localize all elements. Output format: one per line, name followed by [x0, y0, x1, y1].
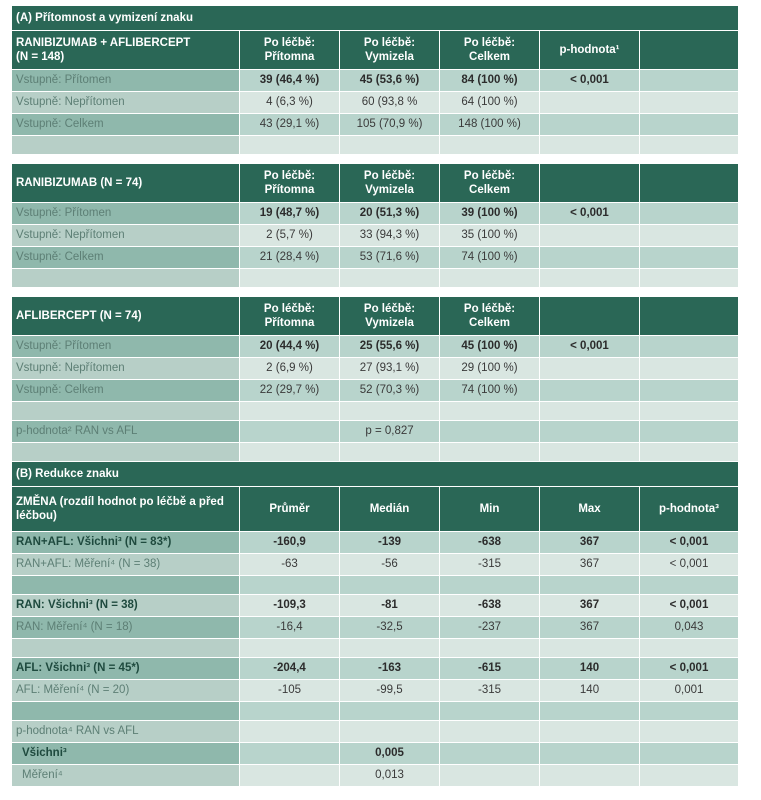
results-table-container [11, 5, 738, 787]
pvalue-row [12, 765, 739, 787]
row-label: Vstupně: Celkem [12, 114, 240, 136]
cell [640, 721, 739, 743]
cell [640, 70, 739, 92]
row-label: RAN: Všichni³ (N = 38) [12, 595, 240, 617]
cell: -16,4 [240, 617, 340, 639]
row-label: RAN: Měření⁴ (N = 18) [12, 617, 240, 639]
cell [540, 92, 640, 114]
cell: -32,5 [340, 617, 440, 639]
results-table [11, 5, 739, 787]
group-label: RANIBIZUMAB (N = 74) [12, 164, 240, 203]
cell [440, 743, 540, 765]
cell: -638 [440, 595, 540, 617]
col-header-resolved: Po léčbě: Vymizela [340, 164, 440, 203]
col-header-present: Po léčbě: Přítomna [240, 164, 340, 203]
row-label: Vstupně: Nepřítomen [12, 225, 240, 247]
col-header-pvalue [540, 297, 640, 336]
table-row [12, 247, 739, 269]
col-header-total: Po léčbě: Celkem [440, 297, 540, 336]
table-row [12, 595, 739, 617]
cell [640, 421, 739, 443]
spacer-row [12, 576, 739, 595]
cell: 39 (46,4 %) [240, 70, 340, 92]
change-header-label: ZMĚNA (rozdíl hodnot po léčbě a před léčbou) [12, 487, 240, 532]
cell: -204,4 [240, 658, 340, 680]
cell: < 0,001 [540, 70, 640, 92]
cell [540, 421, 640, 443]
row-label: AFL: Měření⁴ (N = 20) [12, 680, 240, 702]
cell [240, 721, 340, 743]
pvalue-value: 0,013 [340, 765, 440, 787]
cell: -638 [440, 532, 540, 554]
col-header-resolved: Po léčbě: Vymizela [340, 31, 440, 70]
cell: 53 (71,6 %) [340, 247, 440, 269]
cell [240, 743, 340, 765]
cell: 140 [540, 658, 640, 680]
cell: 140 [540, 680, 640, 702]
cell [540, 247, 640, 269]
cell: 84 (100 %) [440, 70, 540, 92]
col-header-resolved: Po léčbě: Vymizela [340, 297, 440, 336]
cell: -160,9 [240, 532, 340, 554]
cell [340, 721, 440, 743]
table-row [12, 617, 739, 639]
col-header-pvalue: p-hodnota³ [640, 487, 739, 532]
group-header-row [12, 31, 739, 70]
row-label: Vstupně: Celkem [12, 380, 240, 402]
col-header-median: Medián [340, 487, 440, 532]
table-row [12, 70, 739, 92]
table-row [12, 114, 739, 136]
cell: 367 [540, 595, 640, 617]
cell: 39 (100 %) [440, 203, 540, 225]
cell [640, 92, 739, 114]
table-row [12, 532, 739, 554]
cell [640, 225, 739, 247]
cell: < 0,001 [640, 658, 739, 680]
col-header-pvalue [540, 164, 640, 203]
row-label: RAN+AFL: Všichni³ (N = 83*) [12, 532, 240, 554]
cell: 52 (70,3 %) [340, 380, 440, 402]
spacer-row [12, 136, 739, 155]
spacer-row [12, 269, 739, 288]
cell: 20 (44,4 %) [240, 336, 340, 358]
cell: 60 (93,8 % [340, 92, 440, 114]
spacer-row [12, 639, 739, 658]
table-row [12, 380, 739, 402]
cell [540, 743, 640, 765]
cell: 74 (100 %) [440, 380, 540, 402]
cell: 2 (6,9 %) [240, 358, 340, 380]
cell [640, 380, 739, 402]
col-header-empty [640, 31, 739, 70]
cell [440, 721, 540, 743]
cell: 64 (100 %) [440, 92, 540, 114]
cell: 45 (100 %) [440, 336, 540, 358]
table-row [12, 203, 739, 225]
cell [540, 358, 640, 380]
group-label: RANIBIZUMAB + AFLIBERCEPT (N = 148) [12, 31, 240, 70]
cell [540, 765, 640, 787]
cell: -56 [340, 554, 440, 576]
cell: < 0,001 [540, 336, 640, 358]
group-header-row [12, 297, 739, 336]
table-row [12, 358, 739, 380]
cell [640, 358, 739, 380]
pvalue-value: 0,005 [340, 743, 440, 765]
cell: 45 (53,6 %) [340, 70, 440, 92]
row-label: Vstupně: Přítomen [12, 336, 240, 358]
section-a-title: (A) Přítomnost a vymizení znaku [12, 6, 739, 31]
cell: 367 [540, 532, 640, 554]
cell [540, 380, 640, 402]
col-header-min: Min [440, 487, 540, 532]
row-label: RAN+AFL: Měření⁴ (N = 38) [12, 554, 240, 576]
section-b-header-row [12, 487, 739, 532]
col-header-total: Po léčbě: Celkem [440, 164, 540, 203]
cell [540, 114, 640, 136]
cell: -139 [340, 532, 440, 554]
cell [540, 225, 640, 247]
cell: 105 (70,9 %) [340, 114, 440, 136]
col-header-present: Po léčbě: Přítomna [240, 31, 340, 70]
cell: -109,3 [240, 595, 340, 617]
spacer-row [12, 702, 739, 721]
cell: < 0,001 [640, 532, 739, 554]
cell: 21 (28,4 %) [240, 247, 340, 269]
group-label: AFLIBERCEPT (N = 74) [12, 297, 240, 336]
col-header-present: Po léčbě: Přítomna [240, 297, 340, 336]
row-label: Vstupně: Nepřítomen [12, 358, 240, 380]
cell [240, 765, 340, 787]
spacer-row [12, 443, 739, 462]
cell: 4 (6,3 %) [240, 92, 340, 114]
row-label: Vstupně: Přítomen [12, 70, 240, 92]
cell [640, 765, 739, 787]
group-header-row [12, 164, 739, 203]
cell: 35 (100 %) [440, 225, 540, 247]
col-header-max: Max [540, 487, 640, 532]
cell: 74 (100 %) [440, 247, 540, 269]
cell: -163 [340, 658, 440, 680]
cell [640, 743, 739, 765]
cell: 19 (48,7 %) [240, 203, 340, 225]
cell [640, 336, 739, 358]
cell: 22 (29,7 %) [240, 380, 340, 402]
cell [640, 203, 739, 225]
cell: 20 (51,3 %) [340, 203, 440, 225]
cell: < 0,001 [540, 203, 640, 225]
cell: 367 [540, 617, 640, 639]
pvalue-label: Všichni³ [12, 743, 240, 765]
col-header-empty [640, 164, 739, 203]
cell: -237 [440, 617, 540, 639]
section-b-title: (B) Redukce znaku [12, 462, 739, 487]
cell: 43 (29,1 %) [240, 114, 340, 136]
row-label: AFL: Všichni³ (N = 45*) [12, 658, 240, 680]
col-header-pvalue: p-hodnota¹ [540, 31, 640, 70]
pvalue-row [12, 743, 739, 765]
table-row [12, 680, 739, 702]
table-row [12, 554, 739, 576]
col-header-empty [640, 297, 739, 336]
cell: -615 [440, 658, 540, 680]
cell [640, 247, 739, 269]
cell: < 0,001 [640, 554, 739, 576]
spacer-row [12, 402, 739, 421]
pvalue-row [12, 721, 739, 743]
cell [440, 765, 540, 787]
cell: -315 [440, 680, 540, 702]
cell: -63 [240, 554, 340, 576]
cell [240, 421, 340, 443]
cell: < 0,001 [640, 595, 739, 617]
col-header-total: Po léčbě: Celkem [440, 31, 540, 70]
pvalue-value: p = 0,827 [340, 421, 440, 443]
pvalue-label: p-hodnota² RAN vs AFL [12, 421, 240, 443]
cell [640, 114, 739, 136]
table-row [12, 225, 739, 247]
table-row [12, 92, 739, 114]
cell: 25 (55,6 %) [340, 336, 440, 358]
cell: 0,043 [640, 617, 739, 639]
cell: -315 [440, 554, 540, 576]
col-header-mean: Průměr [240, 487, 340, 532]
cell: 33 (94,3 %) [340, 225, 440, 247]
cell: 148 (100 %) [440, 114, 540, 136]
cell: 0,001 [640, 680, 739, 702]
row-label: Vstupně: Přítomen [12, 203, 240, 225]
cell [540, 721, 640, 743]
table-row [12, 658, 739, 680]
pvalue-label: Měření⁴ [12, 765, 240, 787]
cell: 29 (100 %) [440, 358, 540, 380]
cell: 2 (5,7 %) [240, 225, 340, 247]
row-label: Vstupně: Nepřítomen [12, 92, 240, 114]
pvalue-row [12, 421, 739, 443]
cell: 367 [540, 554, 640, 576]
cell [440, 421, 540, 443]
cell: -105 [240, 680, 340, 702]
table-row [12, 336, 739, 358]
pvalue-label: p-hodnota⁴ RAN vs AFL [12, 721, 240, 743]
cell: -99,5 [340, 680, 440, 702]
row-label: Vstupně: Celkem [12, 247, 240, 269]
cell: -81 [340, 595, 440, 617]
cell: 27 (93,1 %) [340, 358, 440, 380]
